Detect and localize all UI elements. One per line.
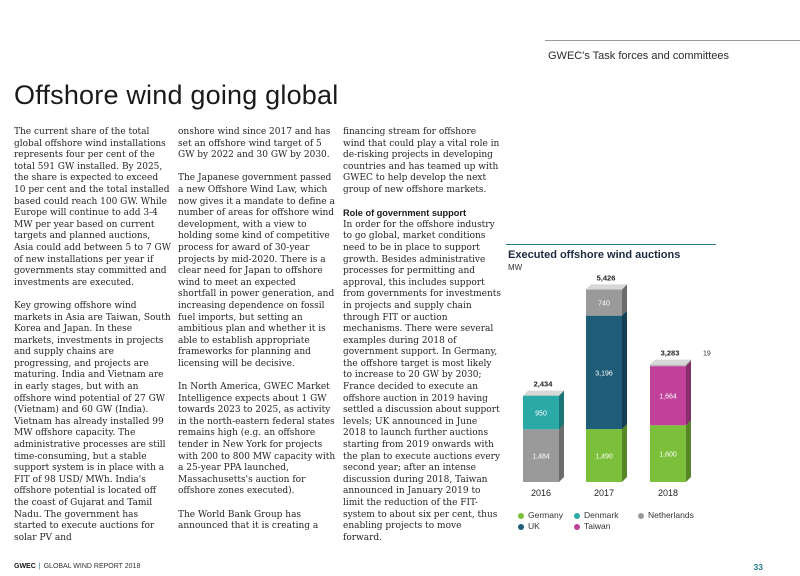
segment-label: 1,484 (532, 453, 550, 461)
legend-item-netherlands (638, 510, 694, 520)
chart-title: Executed offshore wind auctions (508, 249, 681, 261)
page-number: 33 (753, 562, 763, 572)
legend-label: Germany (528, 510, 563, 520)
legend-swatch (574, 524, 580, 530)
legend-label: Denmark (584, 510, 619, 520)
chart-rule (506, 244, 716, 245)
legend-swatch (638, 513, 644, 519)
bar-segment-side (559, 424, 564, 482)
segment-label: 1,490 (595, 453, 613, 461)
page-title: Offshore wind going global (14, 80, 339, 110)
section-header: GWEC's Task forces and committees (548, 50, 730, 62)
bar-total-label: 3,283 (660, 348, 680, 358)
x-tick-label: 2016 (530, 488, 552, 498)
stacked-bar-chart (505, 270, 720, 506)
paragraph: The Japanese government passed a new Offshore Wind Law, which now gives it a mandate to define a number of areas for offshore wind development, with a view to holding some kind of competitive process for award of 30-year projects by mid-2020. There is a clear need for Japan to offshore wind to meet an expected shortfall in power generation, and increasing dependence on fossil fuel imports, but setting an ambitious plan and whether it is able to establish appropriate frameworks for planning and licensing will be decisive. (178, 173, 335, 369)
legend-swatch (518, 513, 524, 519)
legend-label: Netherlands (648, 510, 694, 520)
paragraph: The World Bank Group has announced that it is creating a (178, 509, 319, 532)
bar-segment-side (622, 284, 627, 315)
bar-segment-side (622, 424, 627, 482)
legend-item-taiwan (574, 521, 610, 531)
paragraph: Key growing offshore wind markets in Asia are Taiwan, South Korea and Japan. In these markets, investments in projects and supply chains are progressing, and projects are maturing. India and Vietnam are in early stages, but with an offshore wind potential of 27 GW (Vietnam) and 60 GW (India). Vietnam has already installed 99 MW offshore capacity. The administrative processes are still time-consuming, but a stable support system is in place with a FIT of 98 USD/ MWh. India's offshore potential is located off the coast of Gujarat and Tamil Nadu. The government has started to execute auctions for solar PV and (14, 300, 171, 543)
text-column-1 (14, 127, 172, 556)
paragraph: In order for the offshore industry to go global, market conditions need to be in place to support growth. Besides administrative processes for permitting and approval, this includes support from governments for investments in projects and supply chain through FIT or auction mechanisms. There were several examples during 2018 of government support. In Germany, the offshore target is most likely to increase to 20 GW by 2030; France decided to execute an offshore auction in 2019 having settled a discussion about support levels; UK announced in June 2018 to launch further auctions starting from 2019 onwards with the plan to execute auctions every second year; after an intense discussion during 2018, Taiwan announced in January 2019 to limit the reduction of the FIT-system to about six per cent, thus enabling projects to move forward. (343, 219, 502, 543)
paragraph: In North America, GWEC Market Intelligence expects about 1 GW towards 2023 to 2025, as activity in the north-eastern federal states remains high (e.g. an offshore tender in New York for projects with 200 to 800 MW capacity with a 25-year PPA launched, Massachusetts's auction for offshore zones executed). (178, 382, 336, 497)
bar-total-label: 5,426 (596, 273, 616, 283)
segment-label: 1,600 (659, 451, 677, 459)
bar-segment-side (686, 420, 691, 482)
paragraph: The current share of the total global offshore wind installations represents four per cent of the total 591 GW installed. By 2025, the share is expected to exceed 10 per cent and the total installed based could reach 100 GW. While Europe will continue to add 3-4 MW per year based on current targets and planned auctions, Asia could add between 5 to 7 GW of new installations per year if governments stay committed and investments are executed. (14, 127, 171, 288)
chart-unit: MW (508, 263, 523, 272)
legend-label: Taiwan (584, 521, 611, 531)
legend-swatch (518, 524, 524, 530)
segment-label: 1,664 (659, 393, 677, 401)
bar-top (523, 391, 564, 396)
paragraph: financing stream for offshore wind that could play a vital role in de-risking projects in developing countries and has teamed up with GWEC to help develop the next group of new offshore markets. (343, 127, 500, 195)
legend-item-uk (518, 521, 540, 531)
paragraph: onshore wind since 2017 and has set an offshore wind target of 5 GW by 2022 and 30 GW by 2030. (178, 127, 331, 161)
bar-segment-side (622, 311, 627, 429)
footer-report: GLOBAL WIND REPORT 2018 (43, 563, 141, 570)
header-rule (545, 40, 800, 41)
legend-item-denmark (574, 510, 618, 520)
bar-top (586, 284, 627, 289)
segment-label: 19 (703, 350, 711, 358)
text-column-2 (178, 127, 336, 544)
text-column-3 (343, 127, 501, 556)
footer-brand: GWEC (14, 563, 36, 570)
legend-label: UK (528, 521, 540, 531)
bar-top (650, 360, 691, 365)
footer-separator: | (38, 563, 41, 570)
footer (14, 563, 140, 570)
segment-label: 740 (598, 300, 610, 308)
x-tick-label: 2017 (593, 488, 615, 498)
bar-total-label: 2,434 (533, 379, 553, 389)
x-tick-label: 2018 (657, 488, 679, 498)
bar-segment-side (559, 391, 564, 430)
segment-label: 950 (535, 410, 547, 418)
legend-item-germany (518, 510, 563, 520)
bar-segment (650, 365, 686, 367)
segment-label: 3,196 (595, 370, 613, 378)
legend-swatch (574, 513, 580, 519)
bar-segment-side (686, 361, 691, 425)
subheading: Role of government support (343, 208, 467, 219)
